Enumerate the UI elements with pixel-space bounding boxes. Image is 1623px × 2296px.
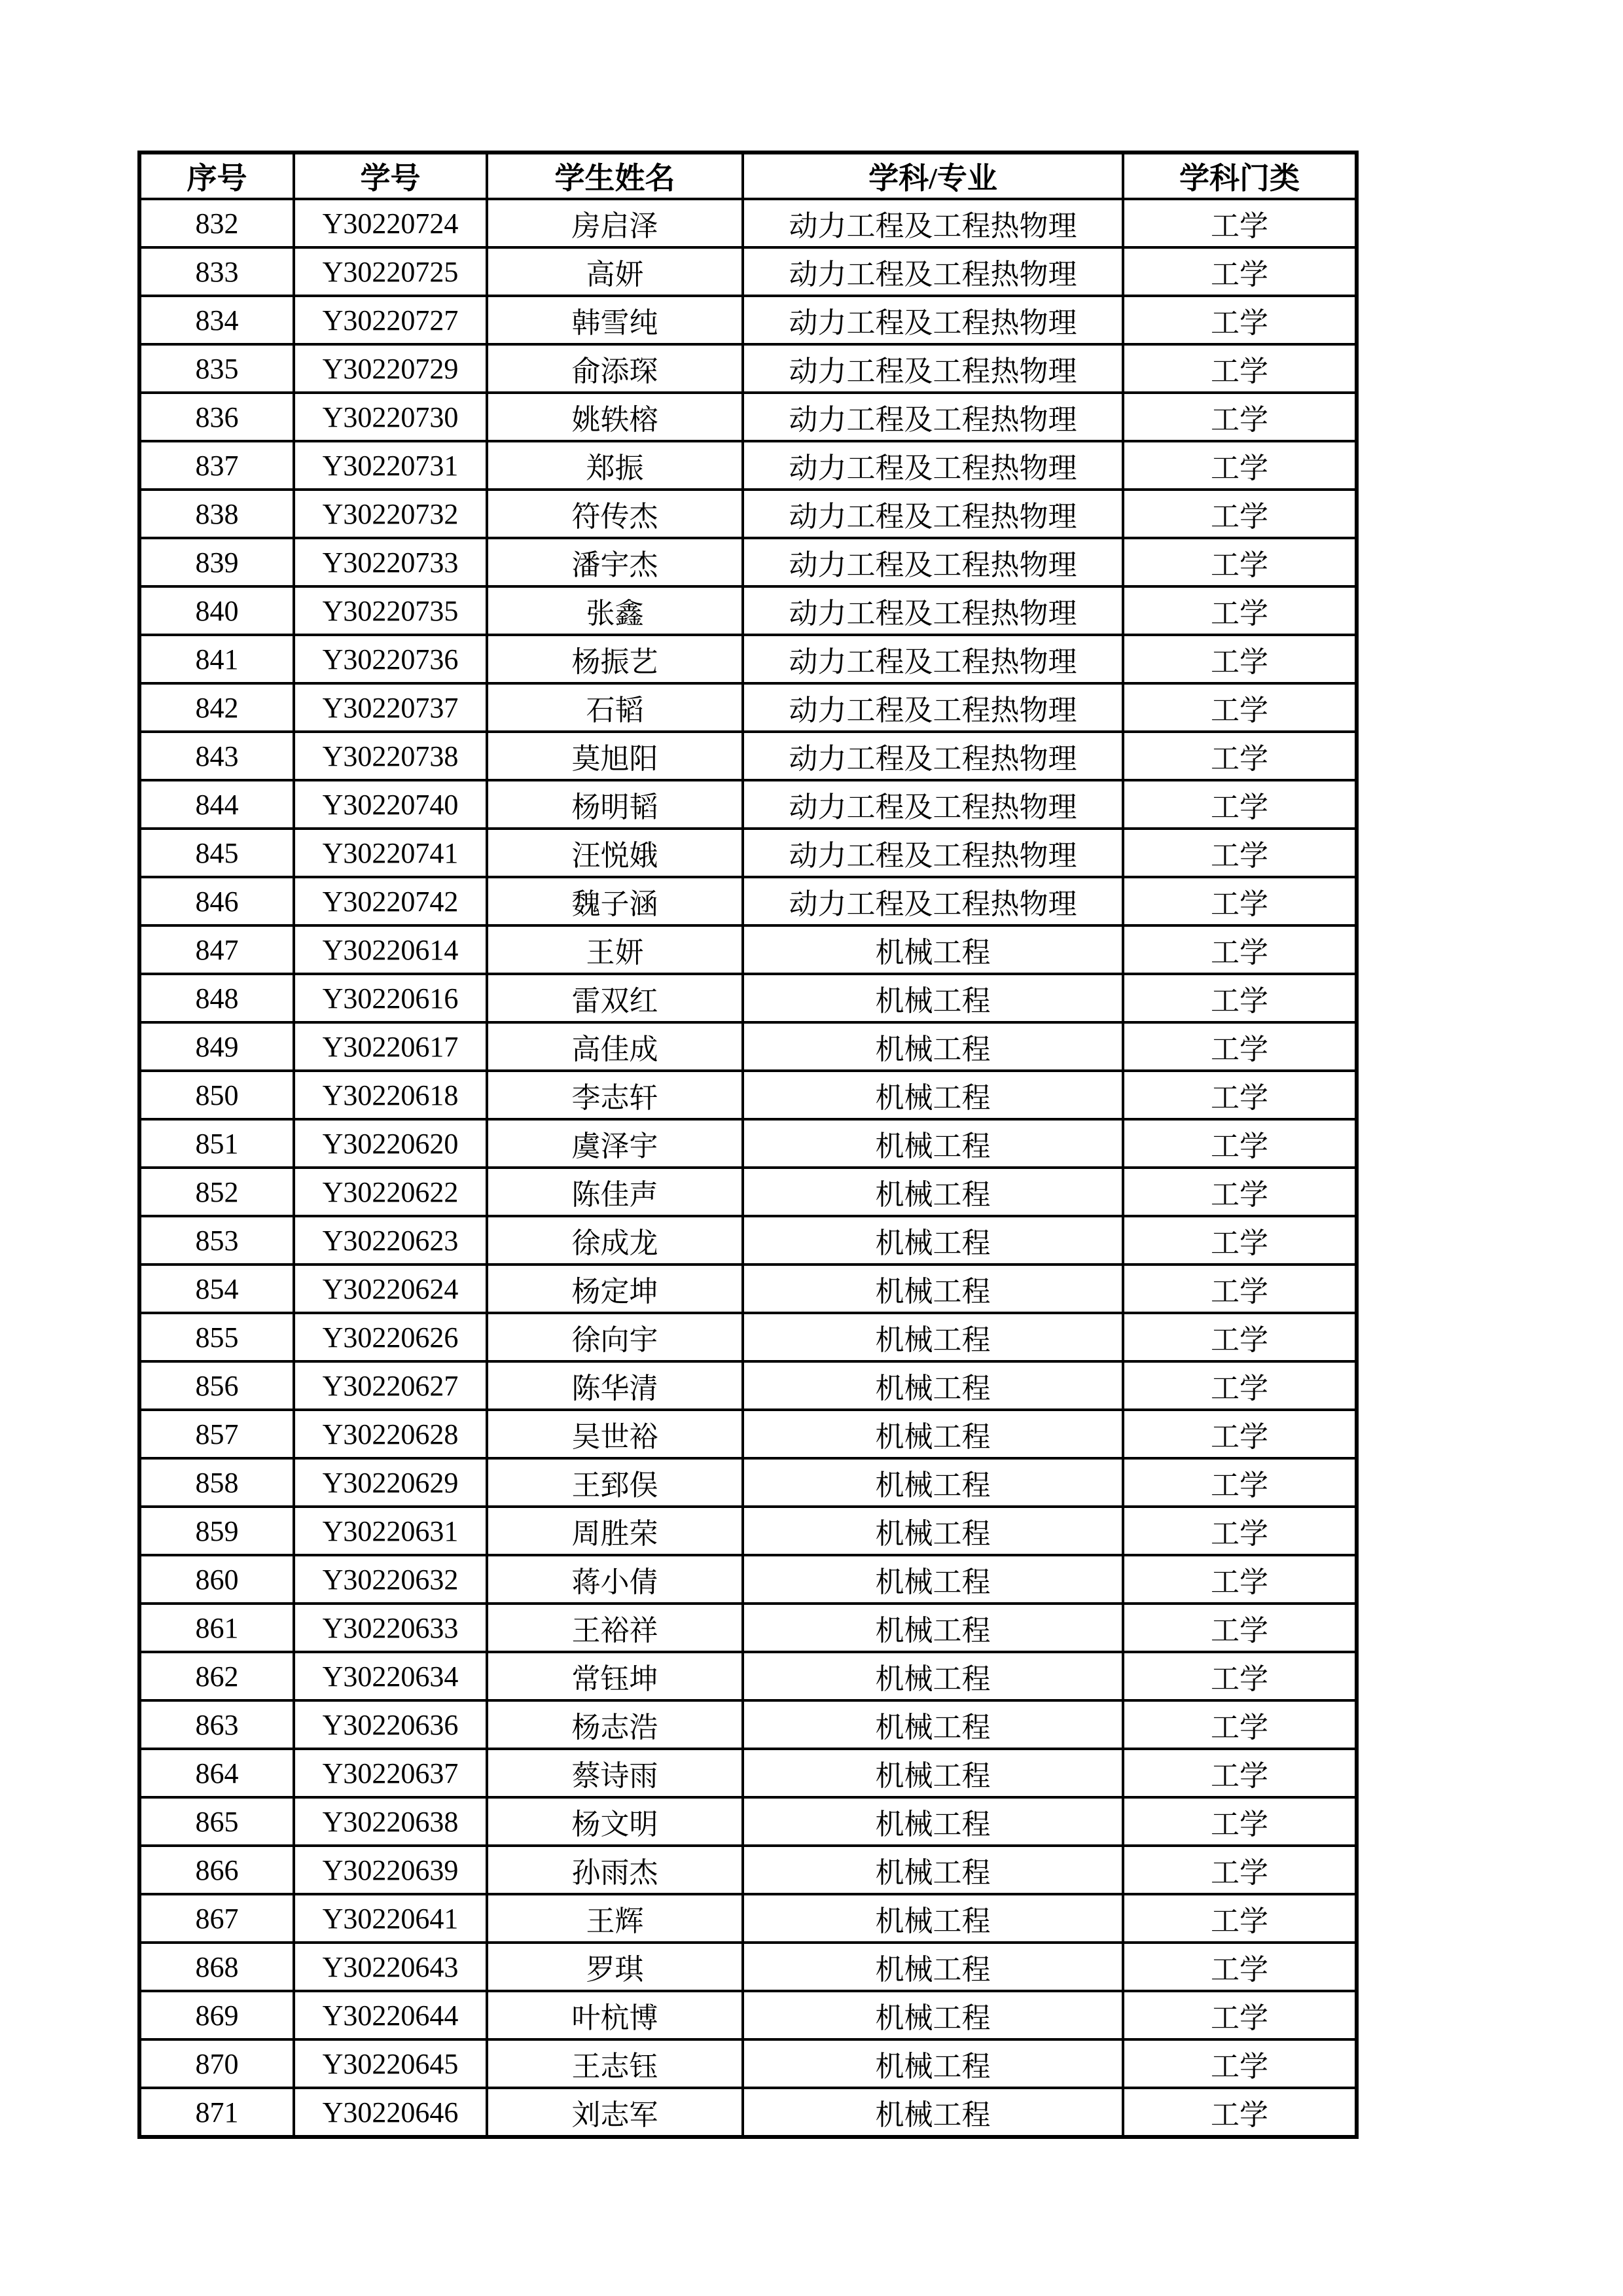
cell-student_id: Y30220732 xyxy=(294,490,487,538)
cell-no: 832 xyxy=(139,199,294,247)
cell-major: 动力工程及工程热物理 xyxy=(743,635,1123,683)
cell-name: 俞添琛 xyxy=(487,344,743,393)
cell-name: 常钰坤 xyxy=(487,1652,743,1700)
table-row xyxy=(139,247,1357,296)
cell-no: 841 xyxy=(139,635,294,683)
cell-student_id: Y30220622 xyxy=(294,1168,487,1216)
cell-category: 工学 xyxy=(1123,296,1357,344)
cell-student_id: Y30220629 xyxy=(294,1458,487,1507)
cell-student_id: Y30220614 xyxy=(294,925,487,974)
cell-category: 工学 xyxy=(1123,2039,1357,2088)
table-row xyxy=(139,1265,1357,1313)
cell-category: 工学 xyxy=(1123,538,1357,586)
cell-name: 罗琪 xyxy=(487,1943,743,1991)
table-row xyxy=(139,1216,1357,1265)
table-row xyxy=(139,1507,1357,1555)
cell-no: 836 xyxy=(139,393,294,441)
cell-no: 860 xyxy=(139,1555,294,1604)
table-row xyxy=(139,1458,1357,1507)
cell-category: 工学 xyxy=(1123,1604,1357,1652)
cell-student_id: Y30220627 xyxy=(294,1361,487,1410)
cell-major: 机械工程 xyxy=(743,1991,1123,2039)
header-cell-name: 学生姓名 xyxy=(487,152,743,199)
cell-no: 854 xyxy=(139,1265,294,1313)
cell-student_id: Y30220735 xyxy=(294,586,487,635)
cell-major: 动力工程及工程热物理 xyxy=(743,829,1123,877)
cell-name: 雷双红 xyxy=(487,974,743,1022)
table-row xyxy=(139,344,1357,393)
table-row xyxy=(139,1846,1357,1894)
cell-no: 851 xyxy=(139,1119,294,1168)
cell-name: 叶杭博 xyxy=(487,1991,743,2039)
cell-no: 850 xyxy=(139,1071,294,1119)
cell-student_id: Y30220637 xyxy=(294,1749,487,1797)
cell-major: 机械工程 xyxy=(743,1555,1123,1604)
cell-no: 863 xyxy=(139,1700,294,1749)
table-row xyxy=(139,393,1357,441)
table-row xyxy=(139,199,1357,247)
cell-student_id: Y30220727 xyxy=(294,296,487,344)
cell-student_id: Y30220628 xyxy=(294,1410,487,1458)
cell-category: 工学 xyxy=(1123,1071,1357,1119)
cell-no: 834 xyxy=(139,296,294,344)
table-row xyxy=(139,635,1357,683)
cell-no: 833 xyxy=(139,247,294,296)
cell-no: 852 xyxy=(139,1168,294,1216)
cell-name: 杨志浩 xyxy=(487,1700,743,1749)
cell-no: 845 xyxy=(139,829,294,877)
cell-no: 838 xyxy=(139,490,294,538)
cell-name: 杨明韬 xyxy=(487,780,743,829)
cell-category: 工学 xyxy=(1123,1265,1357,1313)
table-row xyxy=(139,1119,1357,1168)
cell-student_id: Y30220636 xyxy=(294,1700,487,1749)
cell-no: 835 xyxy=(139,344,294,393)
cell-student_id: Y30220736 xyxy=(294,635,487,683)
cell-name: 徐成龙 xyxy=(487,1216,743,1265)
cell-category: 工学 xyxy=(1123,1652,1357,1700)
cell-category: 工学 xyxy=(1123,2088,1357,2137)
cell-name: 徐向宇 xyxy=(487,1313,743,1361)
cell-category: 工学 xyxy=(1123,1943,1357,1991)
cell-student_id: Y30220733 xyxy=(294,538,487,586)
cell-name: 杨文明 xyxy=(487,1797,743,1846)
cell-name: 吴世裕 xyxy=(487,1410,743,1458)
cell-no: 839 xyxy=(139,538,294,586)
cell-major: 机械工程 xyxy=(743,1797,1123,1846)
cell-no: 868 xyxy=(139,1943,294,1991)
table-row xyxy=(139,1410,1357,1458)
cell-student_id: Y30220639 xyxy=(294,1846,487,1894)
table-row xyxy=(139,974,1357,1022)
cell-category: 工学 xyxy=(1123,1749,1357,1797)
cell-category: 工学 xyxy=(1123,683,1357,732)
cell-no: 853 xyxy=(139,1216,294,1265)
cell-name: 陈佳声 xyxy=(487,1168,743,1216)
cell-major: 机械工程 xyxy=(743,1022,1123,1071)
cell-major: 动力工程及工程热物理 xyxy=(743,780,1123,829)
cell-major: 机械工程 xyxy=(743,925,1123,974)
table-row xyxy=(139,1604,1357,1652)
cell-name: 郑振 xyxy=(487,441,743,490)
cell-no: 870 xyxy=(139,2039,294,2088)
table-row xyxy=(139,1555,1357,1604)
cell-category: 工学 xyxy=(1123,780,1357,829)
cell-name: 张鑫 xyxy=(487,586,743,635)
cell-no: 846 xyxy=(139,877,294,925)
cell-no: 848 xyxy=(139,974,294,1022)
cell-no: 862 xyxy=(139,1652,294,1700)
cell-no: 849 xyxy=(139,1022,294,1071)
cell-name: 周胜荣 xyxy=(487,1507,743,1555)
cell-no: 869 xyxy=(139,1991,294,2039)
cell-major: 机械工程 xyxy=(743,1749,1123,1797)
cell-major: 动力工程及工程热物理 xyxy=(743,393,1123,441)
cell-category: 工学 xyxy=(1123,1797,1357,1846)
cell-name: 高妍 xyxy=(487,247,743,296)
table-row xyxy=(139,1168,1357,1216)
cell-no: 866 xyxy=(139,1846,294,1894)
cell-category: 工学 xyxy=(1123,1313,1357,1361)
cell-name: 蔡诗雨 xyxy=(487,1749,743,1797)
cell-student_id: Y30220631 xyxy=(294,1507,487,1555)
table-row xyxy=(139,1071,1357,1119)
cell-student_id: Y30220638 xyxy=(294,1797,487,1846)
cell-major: 动力工程及工程热物理 xyxy=(743,490,1123,538)
cell-student_id: Y30220623 xyxy=(294,1216,487,1265)
table-row xyxy=(139,296,1357,344)
cell-major: 机械工程 xyxy=(743,974,1123,1022)
cell-student_id: Y30220632 xyxy=(294,1555,487,1604)
cell-student_id: Y30220618 xyxy=(294,1071,487,1119)
cell-name: 李志轩 xyxy=(487,1071,743,1119)
cell-no: 842 xyxy=(139,683,294,732)
cell-category: 工学 xyxy=(1123,877,1357,925)
table-row xyxy=(139,1652,1357,1700)
cell-name: 魏子涵 xyxy=(487,877,743,925)
cell-name: 王裕祥 xyxy=(487,1604,743,1652)
cell-major: 机械工程 xyxy=(743,1361,1123,1410)
cell-category: 工学 xyxy=(1123,586,1357,635)
cell-category: 工学 xyxy=(1123,1410,1357,1458)
cell-student_id: Y30220634 xyxy=(294,1652,487,1700)
table-row xyxy=(139,780,1357,829)
cell-name: 王妍 xyxy=(487,925,743,974)
cell-name: 王辉 xyxy=(487,1894,743,1943)
table-row xyxy=(139,1700,1357,1749)
cell-category: 工学 xyxy=(1123,1361,1357,1410)
cell-category: 工学 xyxy=(1123,1555,1357,1604)
table-row xyxy=(139,1797,1357,1846)
cell-category: 工学 xyxy=(1123,1216,1357,1265)
cell-name: 杨定坤 xyxy=(487,1265,743,1313)
table-row xyxy=(139,1894,1357,1943)
table-row xyxy=(139,925,1357,974)
cell-category: 工学 xyxy=(1123,974,1357,1022)
cell-student_id: Y30220616 xyxy=(294,974,487,1022)
cell-category: 工学 xyxy=(1123,441,1357,490)
cell-major: 机械工程 xyxy=(743,1894,1123,1943)
cell-major: 动力工程及工程热物理 xyxy=(743,296,1123,344)
cell-name: 刘志军 xyxy=(487,2088,743,2137)
cell-major: 机械工程 xyxy=(743,1604,1123,1652)
cell-major: 机械工程 xyxy=(743,1216,1123,1265)
cell-name: 王志钰 xyxy=(487,2039,743,2088)
cell-category: 工学 xyxy=(1123,1991,1357,2039)
cell-category: 工学 xyxy=(1123,829,1357,877)
table-row xyxy=(139,1943,1357,1991)
cell-category: 工学 xyxy=(1123,1894,1357,1943)
table-row xyxy=(139,1313,1357,1361)
cell-no: 857 xyxy=(139,1410,294,1458)
cell-student_id: Y30220741 xyxy=(294,829,487,877)
cell-name: 虞泽宇 xyxy=(487,1119,743,1168)
table-header xyxy=(139,152,1357,199)
cell-major: 机械工程 xyxy=(743,1071,1123,1119)
cell-major: 机械工程 xyxy=(743,1458,1123,1507)
cell-name: 房启泽 xyxy=(487,199,743,247)
table-row xyxy=(139,2039,1357,2088)
cell-major: 机械工程 xyxy=(743,1410,1123,1458)
cell-major: 动力工程及工程热物理 xyxy=(743,732,1123,780)
table-row xyxy=(139,829,1357,877)
table-row xyxy=(139,732,1357,780)
cell-student_id: Y30220624 xyxy=(294,1265,487,1313)
cell-student_id: Y30220644 xyxy=(294,1991,487,2039)
cell-student_id: Y30220646 xyxy=(294,2088,487,2137)
cell-student_id: Y30220626 xyxy=(294,1313,487,1361)
cell-category: 工学 xyxy=(1123,1700,1357,1749)
cell-name: 石韬 xyxy=(487,683,743,732)
cell-major: 机械工程 xyxy=(743,1652,1123,1700)
cell-name: 莫旭阳 xyxy=(487,732,743,780)
cell-no: 837 xyxy=(139,441,294,490)
cell-no: 840 xyxy=(139,586,294,635)
header-cell-no: 序号 xyxy=(139,152,294,199)
table-body xyxy=(139,199,1357,2137)
cell-no: 856 xyxy=(139,1361,294,1410)
cell-category: 工学 xyxy=(1123,732,1357,780)
cell-category: 工学 xyxy=(1123,1458,1357,1507)
cell-name: 韩雪纯 xyxy=(487,296,743,344)
cell-no: 847 xyxy=(139,925,294,974)
cell-no: 871 xyxy=(139,2088,294,2137)
header-cell-id: 学号 xyxy=(294,152,487,199)
header-cell-category: 学科门类 xyxy=(1123,152,1357,199)
cell-major: 动力工程及工程热物理 xyxy=(743,538,1123,586)
cell-category: 工学 xyxy=(1123,393,1357,441)
cell-category: 工学 xyxy=(1123,1507,1357,1555)
cell-student_id: Y30220742 xyxy=(294,877,487,925)
cell-major: 机械工程 xyxy=(743,1119,1123,1168)
cell-major: 动力工程及工程热物理 xyxy=(743,441,1123,490)
cell-major: 机械工程 xyxy=(743,1943,1123,1991)
cell-major: 机械工程 xyxy=(743,1168,1123,1216)
table-row xyxy=(139,586,1357,635)
cell-category: 工学 xyxy=(1123,344,1357,393)
cell-no: 844 xyxy=(139,780,294,829)
cell-no: 864 xyxy=(139,1749,294,1797)
table-row xyxy=(139,1991,1357,2039)
table-row xyxy=(139,1361,1357,1410)
cell-major: 动力工程及工程热物理 xyxy=(743,247,1123,296)
student-roster-table xyxy=(137,151,1359,2139)
cell-no: 859 xyxy=(139,1507,294,1555)
cell-no: 867 xyxy=(139,1894,294,1943)
cell-name: 蒋小倩 xyxy=(487,1555,743,1604)
cell-major: 机械工程 xyxy=(743,1700,1123,1749)
cell-no: 843 xyxy=(139,732,294,780)
cell-name: 王郅俣 xyxy=(487,1458,743,1507)
cell-major: 动力工程及工程热物理 xyxy=(743,877,1123,925)
cell-category: 工学 xyxy=(1123,635,1357,683)
cell-no: 855 xyxy=(139,1313,294,1361)
cell-student_id: Y30220633 xyxy=(294,1604,487,1652)
cell-name: 汪悦娥 xyxy=(487,829,743,877)
cell-category: 工学 xyxy=(1123,1022,1357,1071)
cell-major: 动力工程及工程热物理 xyxy=(743,199,1123,247)
cell-no: 861 xyxy=(139,1604,294,1652)
cell-student_id: Y30220643 xyxy=(294,1943,487,1991)
cell-name: 符传杰 xyxy=(487,490,743,538)
cell-student_id: Y30220730 xyxy=(294,393,487,441)
cell-student_id: Y30220725 xyxy=(294,247,487,296)
cell-category: 工学 xyxy=(1123,199,1357,247)
cell-category: 工学 xyxy=(1123,490,1357,538)
cell-name: 孙雨杰 xyxy=(487,1846,743,1894)
cell-student_id: Y30220617 xyxy=(294,1022,487,1071)
cell-major: 动力工程及工程热物理 xyxy=(743,586,1123,635)
table-row xyxy=(139,683,1357,732)
table-row xyxy=(139,1749,1357,1797)
cell-student_id: Y30220738 xyxy=(294,732,487,780)
cell-name: 姚轶榕 xyxy=(487,393,743,441)
cell-name: 潘宇杰 xyxy=(487,538,743,586)
cell-student_id: Y30220645 xyxy=(294,2039,487,2088)
cell-student_id: Y30220724 xyxy=(294,199,487,247)
cell-major: 动力工程及工程热物理 xyxy=(743,344,1123,393)
cell-category: 工学 xyxy=(1123,925,1357,974)
cell-category: 工学 xyxy=(1123,247,1357,296)
cell-major: 机械工程 xyxy=(743,2039,1123,2088)
cell-student_id: Y30220641 xyxy=(294,1894,487,1943)
cell-major: 机械工程 xyxy=(743,1846,1123,1894)
cell-student_id: Y30220731 xyxy=(294,441,487,490)
cell-student_id: Y30220729 xyxy=(294,344,487,393)
table-row xyxy=(139,2088,1357,2137)
header-cell-major: 学科/专业 xyxy=(743,152,1123,199)
table-row xyxy=(139,877,1357,925)
cell-major: 机械工程 xyxy=(743,1265,1123,1313)
cell-student_id: Y30220620 xyxy=(294,1119,487,1168)
cell-major: 动力工程及工程热物理 xyxy=(743,683,1123,732)
table-row xyxy=(139,441,1357,490)
cell-student_id: Y30220737 xyxy=(294,683,487,732)
cell-major: 机械工程 xyxy=(743,2088,1123,2137)
cell-category: 工学 xyxy=(1123,1119,1357,1168)
cell-category: 工学 xyxy=(1123,1168,1357,1216)
cell-name: 高佳成 xyxy=(487,1022,743,1071)
header-row xyxy=(139,152,1357,199)
table-row xyxy=(139,1022,1357,1071)
cell-student_id: Y30220740 xyxy=(294,780,487,829)
cell-no: 865 xyxy=(139,1797,294,1846)
cell-no: 858 xyxy=(139,1458,294,1507)
table-row xyxy=(139,538,1357,586)
cell-category: 工学 xyxy=(1123,1846,1357,1894)
cell-major: 机械工程 xyxy=(743,1313,1123,1361)
cell-name: 杨振艺 xyxy=(487,635,743,683)
cell-major: 机械工程 xyxy=(743,1507,1123,1555)
table-row xyxy=(139,490,1357,538)
cell-name: 陈华清 xyxy=(487,1361,743,1410)
